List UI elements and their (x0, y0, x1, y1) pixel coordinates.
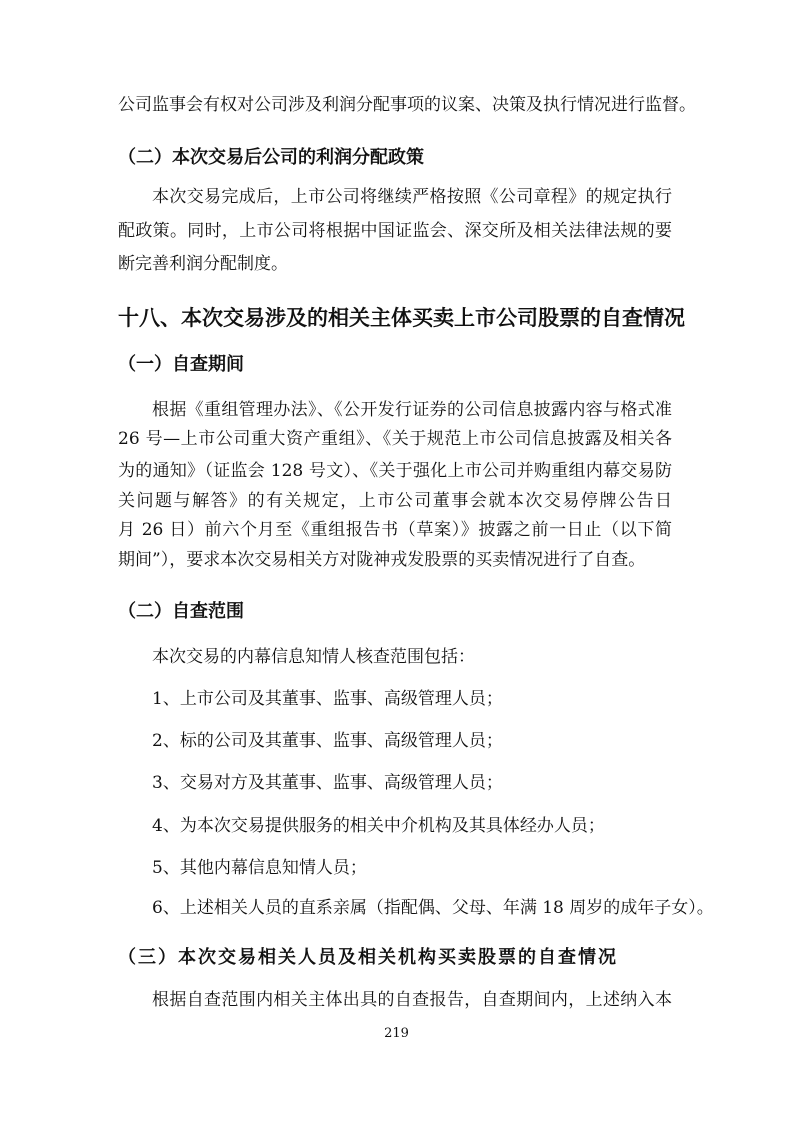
section-heading: （二）本次交易后公司的利润分配政策 (118, 147, 424, 168)
body-text-line: 26 号—上市公司重大资产重组》、《关于规范上市公司信息披露及相关各 (118, 429, 672, 449)
body-text-line: 根据自查范围内相关主体出具的自查报告，自查期间内，上述纳入本 (152, 990, 672, 1010)
body-text-line: 本次交易完成后，上市公司将继续严格按照《公司章程》的规定执行 (152, 187, 672, 207)
section-heading: （三）本次交易相关人员及相关机构买卖股票的自查情况 (118, 947, 618, 968)
list-item: 3、交易对方及其董事、监事、高级管理人员； (152, 773, 503, 793)
body-text-line: 根据《重组管理办法》、《公开发行证券的公司信息披露内容与格式准 (152, 400, 672, 420)
list-item: 4、为本次交易提供服务的相关中介机构及其具体经办人员； (152, 816, 605, 836)
page-number: 219 (384, 1026, 409, 1041)
list-item: 2、标的公司及其董事、监事、高级管理人员； (152, 731, 503, 751)
list-item: 1、上市公司及其董事、监事、高级管理人员； (152, 689, 503, 709)
section-heading: （一）自查期间 (118, 354, 244, 375)
body-text-line: 期间”），要求本次交易相关方对陇神戎发股票的买卖情况进行了自查。 (118, 550, 646, 570)
body-text-line: 公司监事会有权对公司涉及利润分配事项的议案、决策及执行情况进行监督。 (118, 95, 696, 115)
section-heading: （二）自查范围 (118, 601, 244, 622)
body-text-line: 配政策。同时，上市公司将根据中国证监会、深交所及相关法律法规的要 (118, 221, 672, 241)
body-text-line: 本次交易的内幕信息知情人核查范围包括： (152, 647, 475, 667)
body-text-line: 关问题与解答》的有关规定，上市公司董事会就本次交易停牌公告日 (118, 491, 672, 511)
body-text-line: 月 26 日）前六个月至《重组报告书（草案）》披露之前一日止（以下简 (118, 520, 672, 540)
list-item: 6、上述相关人员的直系亲属（指配偶、父母、年满 18 周岁的成年子女）。 (152, 898, 714, 918)
body-text-line: 为的通知》（证监会 128 号文）、《关于强化上市公司并购重组内幕交易防 (118, 461, 672, 481)
body-text-line: 断完善利润分配制度。 (118, 254, 288, 274)
chapter-heading: 十八、本次交易涉及的相关主体买卖上市公司股票的自查情况 (118, 306, 685, 330)
list-item: 5、其他内幕信息知情人员； (152, 858, 367, 878)
